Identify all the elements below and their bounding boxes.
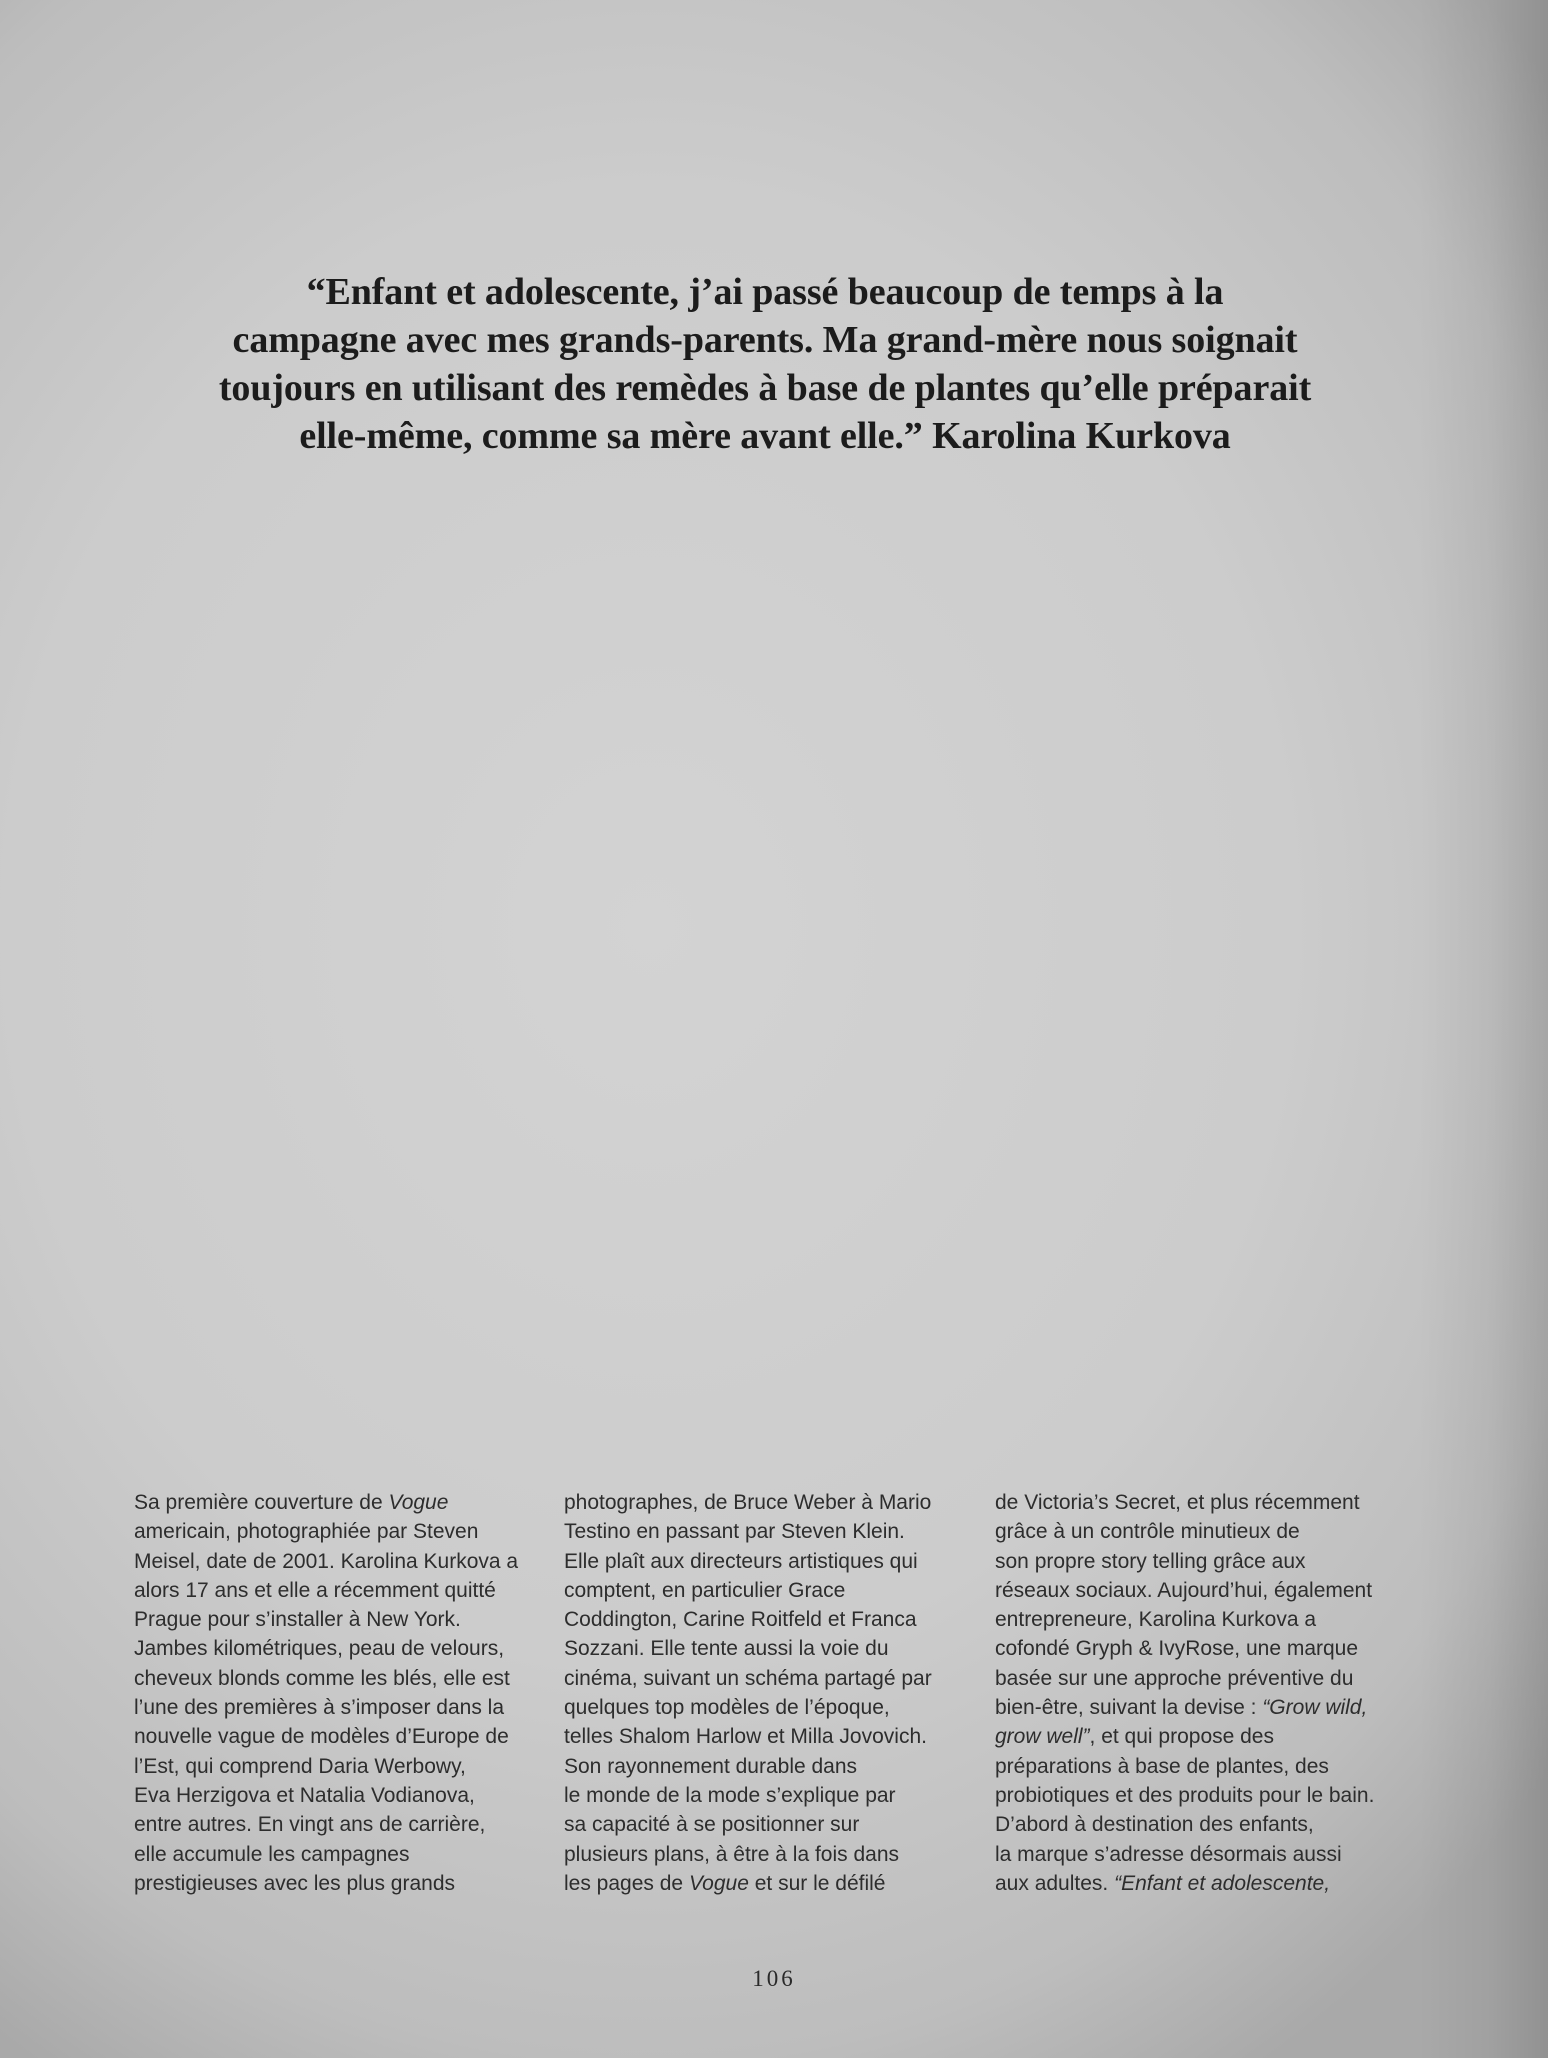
page-number: 106 bbox=[752, 1966, 796, 1991]
text-line bbox=[995, 1693, 1415, 1722]
text-line: D’abord à destination des enfants, bbox=[995, 1813, 1314, 1837]
text-line: préparations à base de plantes, des bbox=[995, 1754, 1329, 1778]
text-line: Son rayonnement durable dans bbox=[564, 1754, 858, 1778]
pull-quote-line: “Enfant et adolescente, j’ai passé beaucoup de temps à la bbox=[306, 271, 1224, 313]
text-line: Elle plaît aux directeurs artistiques qui bbox=[564, 1549, 918, 1573]
text-line: le monde de la mode s’explique par bbox=[564, 1783, 896, 1807]
text-line: comptent, en particulier Grace bbox=[564, 1578, 846, 1602]
text-line: cofondé Gryph & IvyRose, une marque bbox=[995, 1637, 1359, 1661]
text-run: aux adultes. bbox=[995, 1871, 1115, 1895]
text-line: cinéma, suivant un schéma partagé par bbox=[564, 1666, 932, 1690]
text-line: photographes, de Bruce Weber à Mario bbox=[564, 1491, 932, 1514]
text-line: son propre story telling grâce aux bbox=[995, 1549, 1306, 1573]
text-line: de Victoria’s Secret, et plus récemment bbox=[995, 1491, 1360, 1514]
text-line: Sozzani. Elle tente aussi la voie du bbox=[564, 1637, 889, 1661]
text-line bbox=[564, 1869, 984, 1898]
text-line: entre autres. En vingt ans de carrière, bbox=[134, 1813, 486, 1837]
text-line: elle accumule les campagnes bbox=[134, 1842, 410, 1866]
pull-quote-text: elle-même, comme sa mère avant elle.” bbox=[299, 415, 923, 457]
text-line: la marque s’adresse désormais aussi bbox=[995, 1842, 1342, 1866]
pull-quote-author: Karolina Kurkova bbox=[932, 415, 1231, 457]
text-line: sa capacité à se positionner sur bbox=[564, 1813, 860, 1837]
article-column-2 bbox=[564, 1488, 984, 1898]
text-run: les pages de bbox=[564, 1871, 689, 1895]
text-line bbox=[134, 1488, 554, 1517]
pull-quote bbox=[180, 268, 1350, 460]
text-line: Testino en passant par Steven Klein. bbox=[564, 1520, 905, 1544]
motto-text: grow well” bbox=[995, 1725, 1090, 1749]
text-line: l’une des premières à s’imposer dans la bbox=[134, 1696, 505, 1720]
article-column-3 bbox=[995, 1488, 1415, 1898]
text-line: basée sur une approche préventive du bbox=[995, 1666, 1354, 1690]
text-run: bien-être, suivant la devise : bbox=[995, 1696, 1263, 1720]
pull-quote-line: toujours en utilisant des remèdes à base de plantes qu’elle préparait bbox=[218, 367, 1312, 409]
text-line: Jambes kilométriques, peau de velours, bbox=[134, 1637, 505, 1661]
text-line: Meisel, date de 2001. Karolina Kurkova a bbox=[134, 1549, 519, 1573]
text-line: grâce à un contrôle minutieux de bbox=[995, 1520, 1300, 1544]
text-line: plusieurs plans, à être à la fois dans bbox=[564, 1842, 900, 1866]
text-line: entrepreneure, Karolina Kurkova a bbox=[995, 1608, 1317, 1632]
magazine-title: Vogue bbox=[388, 1491, 449, 1514]
text-line: Prague pour s’installer à New York. bbox=[134, 1608, 461, 1632]
text-line: probiotiques et des produits pour le bain. bbox=[995, 1783, 1375, 1807]
text-line: quelques top modèles de l’époque, bbox=[564, 1696, 890, 1720]
text-line: Coddington, Carine Roitfeld et Franca bbox=[564, 1608, 917, 1632]
page-edge-shadow bbox=[1418, 0, 1548, 2058]
text-line bbox=[995, 1869, 1415, 1898]
text-line: Eva Herzigova et Natalia Vodianova, bbox=[134, 1783, 475, 1807]
text-run: et sur le défilé bbox=[748, 1871, 886, 1895]
magazine-title: Vogue bbox=[688, 1871, 749, 1895]
pull-quote-line: campagne avec mes grands-parents. Ma grand-mère nous soignait bbox=[232, 319, 1298, 361]
text-line: americain, photographiée par Steven bbox=[134, 1520, 479, 1544]
quote-continuation: “Enfant et adolescente, bbox=[1114, 1871, 1331, 1895]
text-line: réseaux sociaux. Aujourd’hui, également bbox=[995, 1578, 1373, 1602]
text-line: nouvelle vague de modèles d’Europe de bbox=[134, 1725, 509, 1749]
text-line: l’Est, qui comprend Daria Werbowy, bbox=[134, 1754, 466, 1778]
text-line: prestigieuses avec les plus grands bbox=[134, 1871, 456, 1895]
text-run: Sa première couverture de bbox=[134, 1491, 389, 1514]
article-column-1 bbox=[134, 1488, 554, 1898]
text-run: , et qui propose des bbox=[1089, 1725, 1274, 1749]
motto-text: “Grow wild, bbox=[1262, 1696, 1368, 1720]
text-line bbox=[995, 1722, 1415, 1751]
text-line: telles Shalom Harlow et Milla Jovovich. bbox=[564, 1725, 927, 1749]
text-line: cheveux blonds comme les blés, elle est bbox=[134, 1666, 510, 1690]
pull-quote-line bbox=[180, 412, 1350, 460]
text-line: alors 17 ans et elle a récemment quitté bbox=[134, 1578, 496, 1602]
